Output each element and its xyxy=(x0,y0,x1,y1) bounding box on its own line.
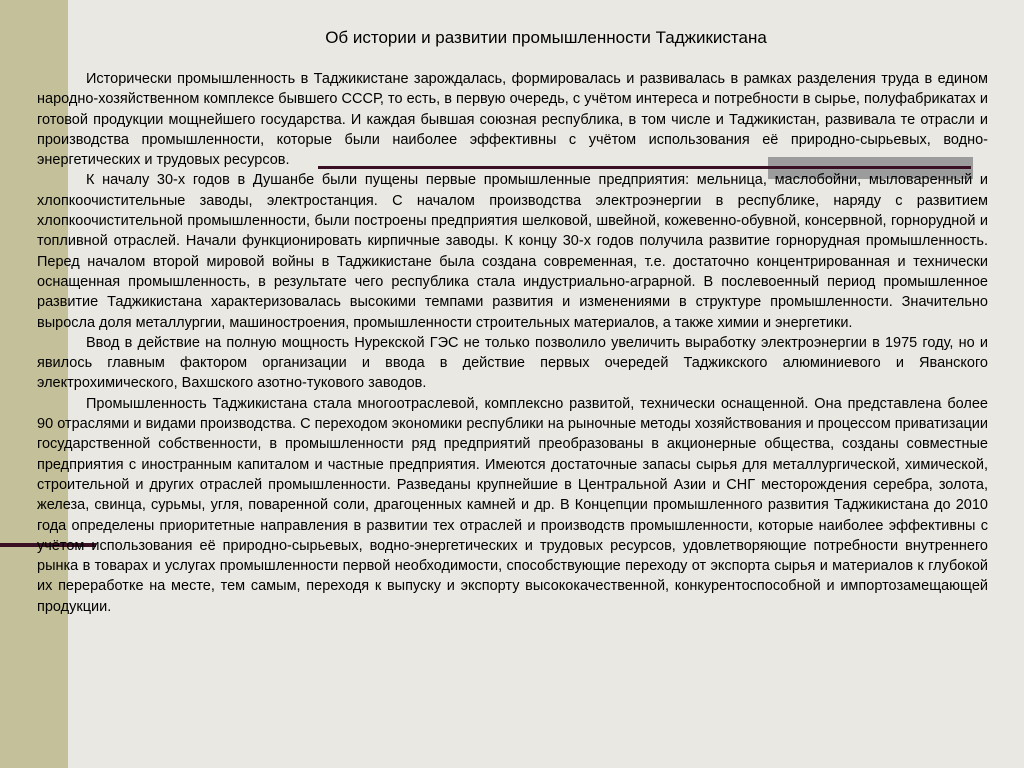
body-text xyxy=(37,69,988,617)
paragraph-2: К началу 30-х годов в Душанбе были пущены первые промышленные предприятия: мельница, маслобойни, мыловаренный и хлопкоочистительные заводы, электростанция. С началом производства электроэнергии в республике, наряду с развитием хлопкоочистительной промышленности, были построены предприятия шелковой, швейной, кожевенно-обувной, консервной, горнорудной и топливной отраслей. Начали функционировать кирпичные заводы. К концу 30-х годов получила развитие горнорудная промышленность. Перед началом второй мировой войны в Таджикистане была создана современная, т.е. достаточно концентрированная и технически оснащенная промышленность, в результате чего республика стала индустриально-аграрной. В послевоенный период промышленное развитие Таджикистана характеризовалась высокими темпами развития и изменениями в структуре промышленности. Значительно выросла доля металлургии, машиностроения, промышленности строительных материалов, а также химии и энергетики. xyxy=(37,172,988,331)
paragraph-1: Исторически промышленность в Таджикистане зарождалась, формировалась и развивалась в рамках разделения труда в едином народно-хозяйственном комплексе бывшего СССР, то есть, в первую очередь, с учётом интереса и потребности в сырье, полуфабрикатах и готовой продукции мощнейшего государства. И каждая бывшая союзная республика, в том числе и Таджикистан, развивала те отрасли и производства промышленности, которые были наиболее эффективны с учётом использования её природно-сырьевых, водно-энергетических и трудовых ресурсов. xyxy=(37,71,988,169)
paragraph-4: Промышленность Таджикистана стала многоотраслевой, комплексно развитой, технически оснащенной. Она представлена более 90 отраслями и видами производства. С переходом экономики республики на рыночные методы хозяйствования и процессом приватизации государственной собственности, в промышленности ряд предприятий преобразованы в акционерные общества, созданы совместные предприятия с иностранным капиталом и частные предприятия. Имеются достаточные запасы сырья для металлургической, химической, строительной и других отраслей промышленности. Разведаны крупнейшие в Центральной Азии и СНГ месторождения серебра, золота, железа, свинца, сурьмы, угля, поваренной соли, драгоценных камней и др. В Концепции промышленного развития Таджикистана до 2010 года определены приоритетные направления в развитии тех отраслей и производств промышленности, которые наиболее эффективны с учётом использования её природно-сырьевых, водно-энергетических и трудовых ресурсов, удовлетворяющие потребности внутреннего рынка в товарах и услугах промышленности первой необходимости, способствующие переходу от экспорта сырья и материалов к глубокой их переработке на месте, тем самым, переходя к выпуску и экспорту высококачественной, конкурентоспособной и импортозамещающей продукции. xyxy=(37,395,988,615)
page-title: Об истории и развитии промышленности Таджикистана xyxy=(325,28,767,47)
paragraph-3: Ввод в действие на полную мощность Нурекской ГЭС не только позволило увеличить выработку электроэнергии в 1975 году, но и явилось главным фактором организации и ввода в действие первых очередей Таджикского алюминиевого и Яванского электрохимического, Вахшского азотно-тукового заводов. xyxy=(37,334,988,392)
